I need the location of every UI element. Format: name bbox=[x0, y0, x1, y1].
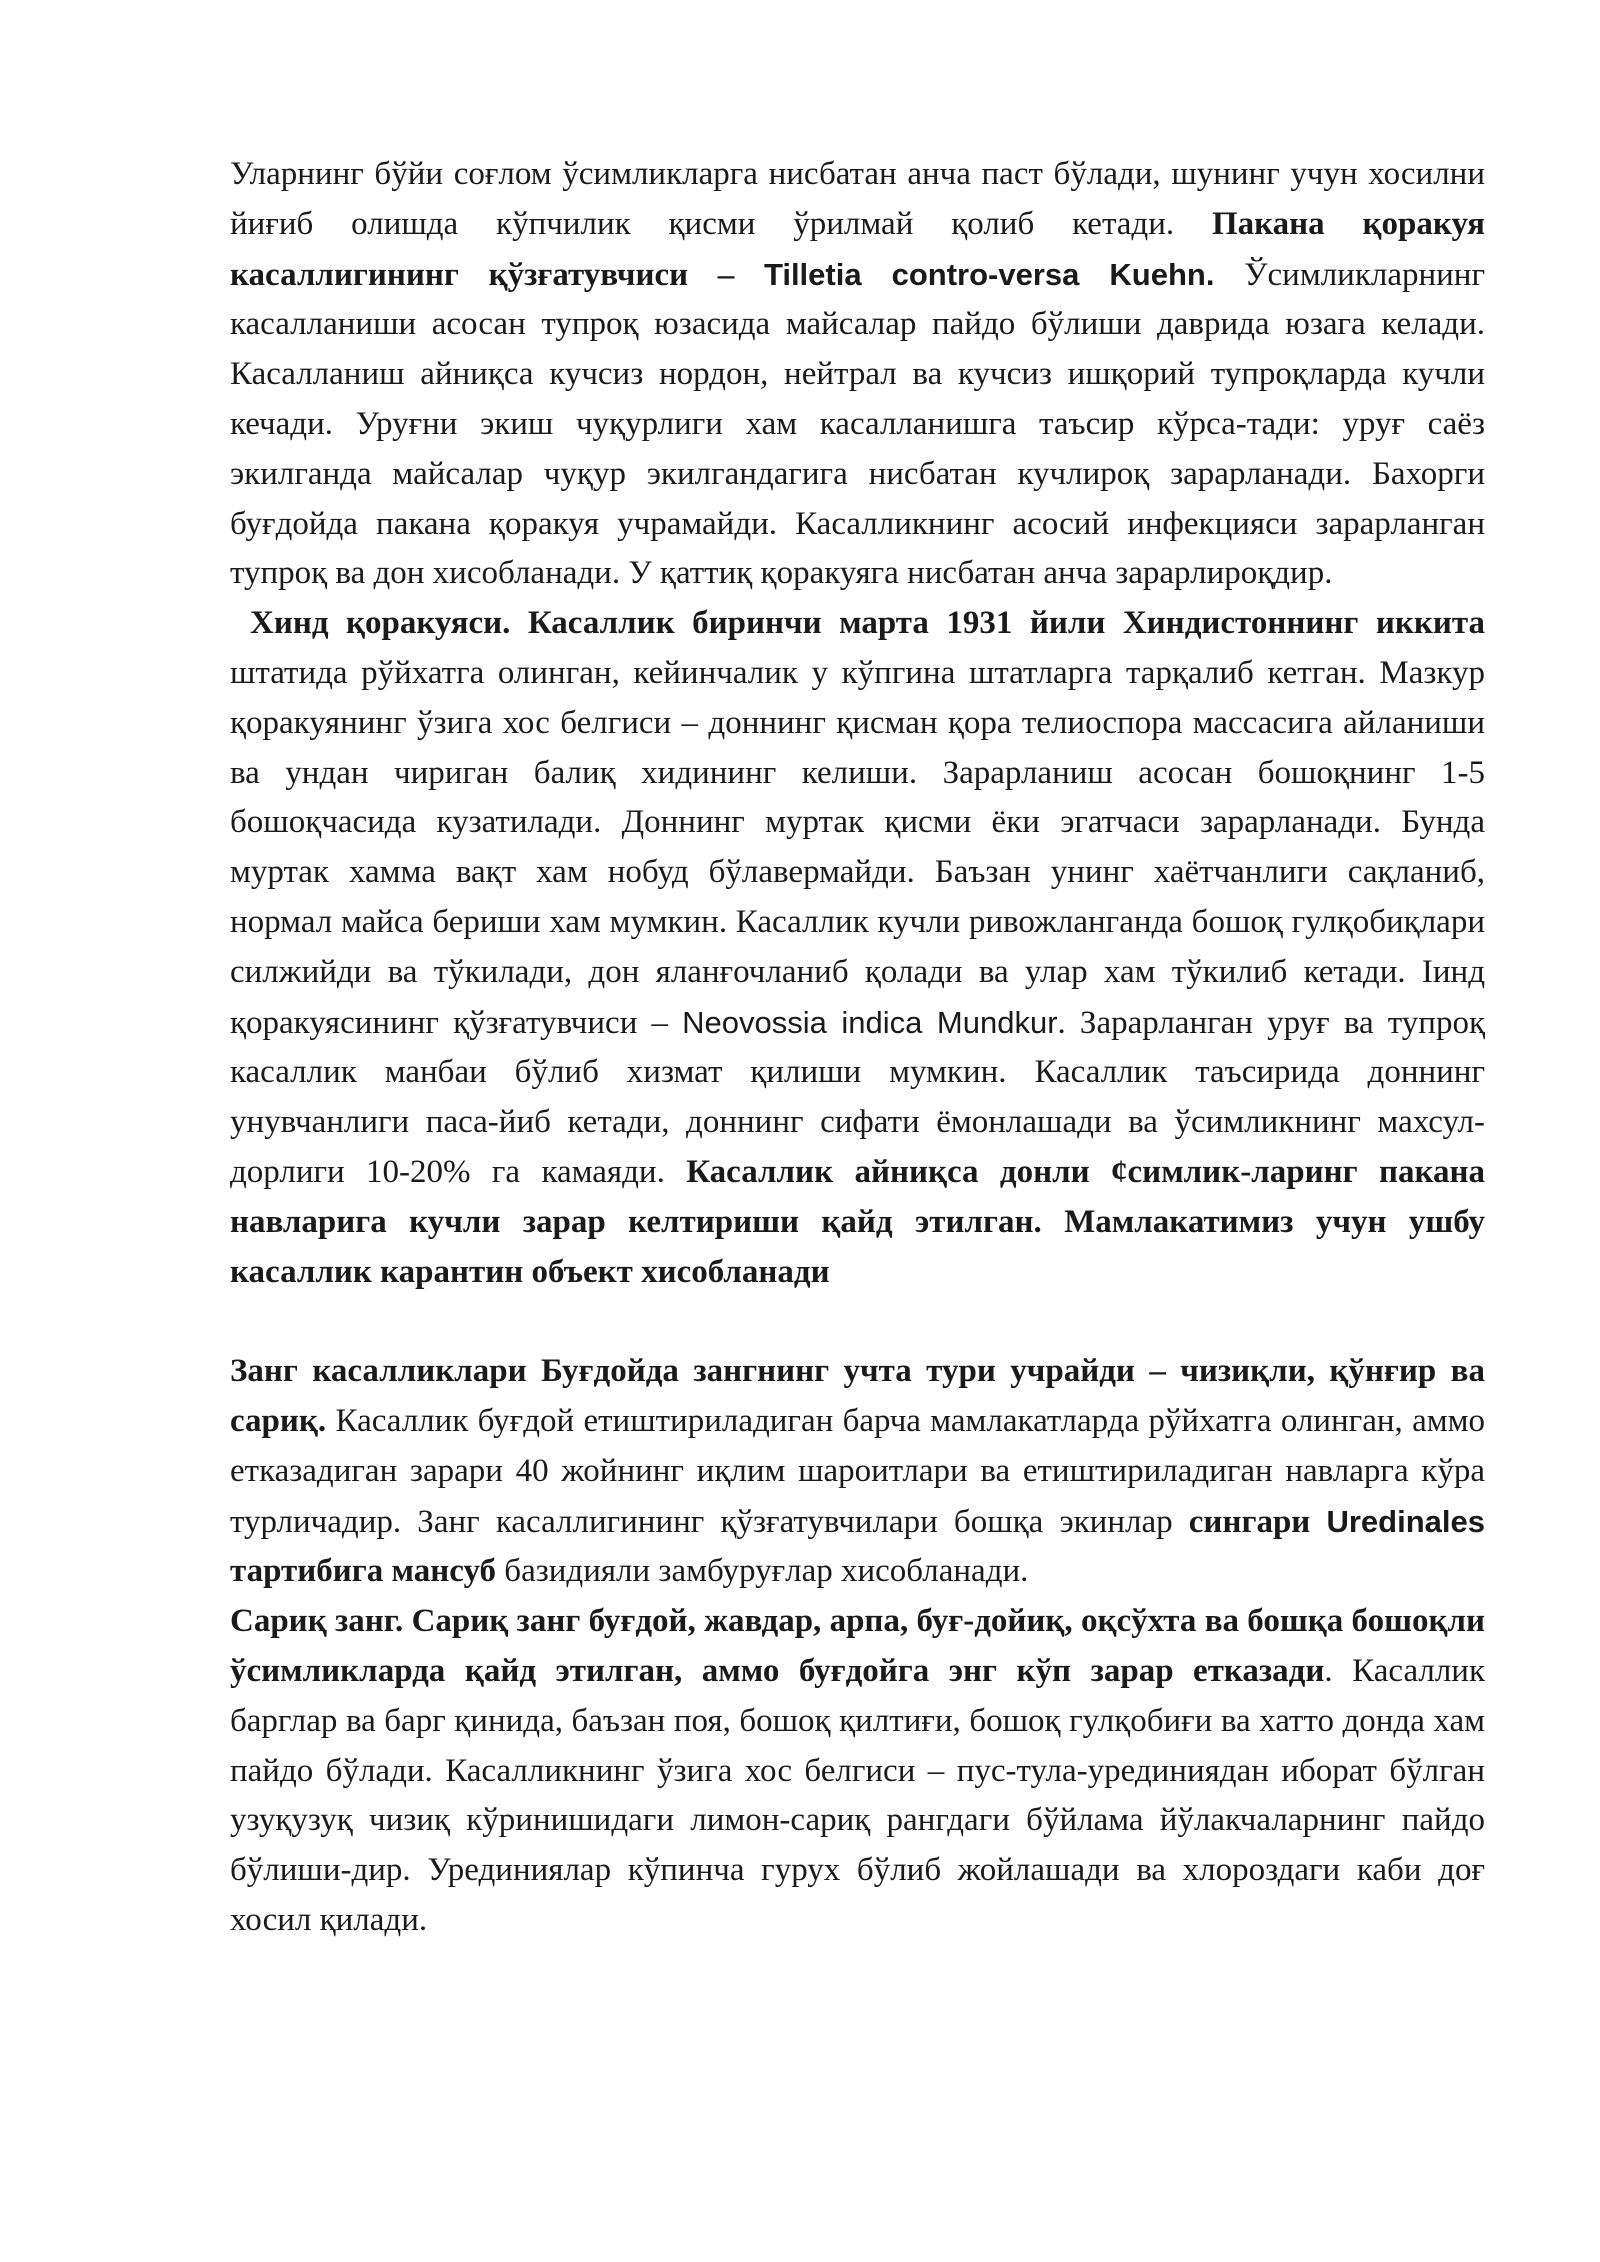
text-run: Уларнинг бўйи соғлом ўсимликларга нисбатан анча паст бўлади, шунинг учун хосилни йиғиб олишда кўпчилик қисми ўрилмай қолиб кетади. bbox=[230, 156, 1485, 242]
text-run: штатида рўйхатга олинган, кейинчалик у кўпгина штатларга тарқалиб кетган. Мазкур қоракуянинг ўзига хос белгиси – доннинг қисман қора телиоспора массасига айланиши ва ундан чириган балиқ хидининг келиши. Зарарланиш асосан бошоқнинг 1-5 бошоқчасида кузатилади. Доннинг муртак қисми ёки эгатчаси зарарланади. Бунда муртак хамма вақт хам нобуд бўлавермайди. Баъзан унинг хаётчанлиги сақланиб, нормал майса бериши хам мумкин. Касаллик кучли ривожланганда бошоқ гулқобиқлари силжийди ва тўкилади, дон яланғочланиб қолади ва улар хам тўкилиб кетади. Іинд қоракуясининг қўзғатувчиси – bbox=[230, 654, 1485, 1041]
latin-order-name: Uredinales bbox=[1326, 1503, 1485, 1539]
text-run: Ўсимликларнинг касалланиши асосан тупроқ юзасида майсалар пайдо бўлиши даврида юзага келади. Касалланиш айниқса кучсиз нордон, нейтрал ва кучсиз ишқорий тупроқларда кучли кечади. Уруғни экиш чуқурлиги хам касалланишга таъсир кўрса-тади: уруғ саёз экилганда майсалар чуқур экилгандагига нисбатан кучлироқ зарарланади. Бахорги буғдойда пакана қоракуя учрамайди. Касалликнинг асосий инфекцияси зарарланган тупроқ ва дон хисобланади. У қаттиқ қоракуяга нисбатан анча зарарлироқдир. bbox=[230, 256, 1485, 592]
document-page bbox=[230, 150, 1485, 1946]
text-run: Касаллик буғдой етиштириладиган барча мамлакатларда рўйхатга олинган, аммо етказадиган зарари 40 жойнинг иқлим шароитлари ва етиштириладиган навларга кўра турличадир. Занг касаллигининг қўзғатувчилари бошқа экинлар bbox=[230, 1402, 1485, 1540]
latin-species-name: Tilletia contro-versa Kuehn. bbox=[763, 256, 1215, 292]
latin-species-name: Neovossia indica Mundkur bbox=[682, 1004, 1058, 1040]
bold-conclusion-run: Касаллик айниқса донли ¢симлик-ларинг пакана навларига кучли зарар келтириши қайд этилган. Мамлакатимиз учун ушбу касаллик карантин объект хисобланади bbox=[230, 1153, 1485, 1290]
paragraph-dwarf-bunt bbox=[230, 150, 1485, 599]
text-run: . Касаллик барглар ва барг қинида, баъзан поя, бошоқ қилтиғи, бошоқ гулқобиғи ва хатто донда хам пайдо бўлади. Касалликнинг ўзига хос белгиси – пус-тула-урединиядан иборат бўлган узуқузуқ чизиқ кўринишидаги лимон-сариқ рангдаги бўйлама йўлакчаларнинг пайдо бўлиши-дир. Урединиялар кўпинча гурух бўлиб жойлашади ва хлороздаги каби доғ хосил қилади. bbox=[230, 1652, 1486, 1938]
text-run: базидияли замбуруғлар хисобланади. bbox=[496, 1553, 1029, 1590]
bold-run: тартибига мансуб bbox=[230, 1553, 497, 1590]
paragraph-rust-diseases bbox=[230, 1347, 1485, 1597]
text-run: . Зарарланган уруғ ва тупроқ касаллик манбаи бўлиб хизмат қилиши мумкин. Касаллик таъсирида доннинг унувчанлиги паса-йиб кетади, доннинг сифати ёмонлашади ва ўсимликнинг махсул-дорлиги 10-20% га камаяди. bbox=[230, 1004, 1485, 1190]
paragraph-yellow-rust bbox=[230, 1597, 1485, 1946]
bold-heading-run: Занг касалликлари Буғдойда зангнинг учта тури учрайди – чизиқли, қўнғир ва сариқ. bbox=[230, 1353, 1485, 1439]
bold-heading-run: Пакана қоракуя касаллигининг қўзғатувчиси – bbox=[230, 205, 1485, 293]
paragraph-karnal-bunt bbox=[230, 599, 1485, 1297]
bold-run: сингари bbox=[1188, 1503, 1327, 1540]
bold-heading-run: Хинд қоракуяси. Касаллик биринчи марта 1931 йили Хиндистоннинг иккита bbox=[250, 605, 1485, 642]
bold-heading-run: Сариқ занг. Сариқ занг буғдой, жавдар, арпа, буғ-дойиқ, оқсўхта ва бошқа бошоқли ўсимликларда қайд этилган, аммо буғдойга энг кўп зарар етказади bbox=[230, 1603, 1485, 1689]
